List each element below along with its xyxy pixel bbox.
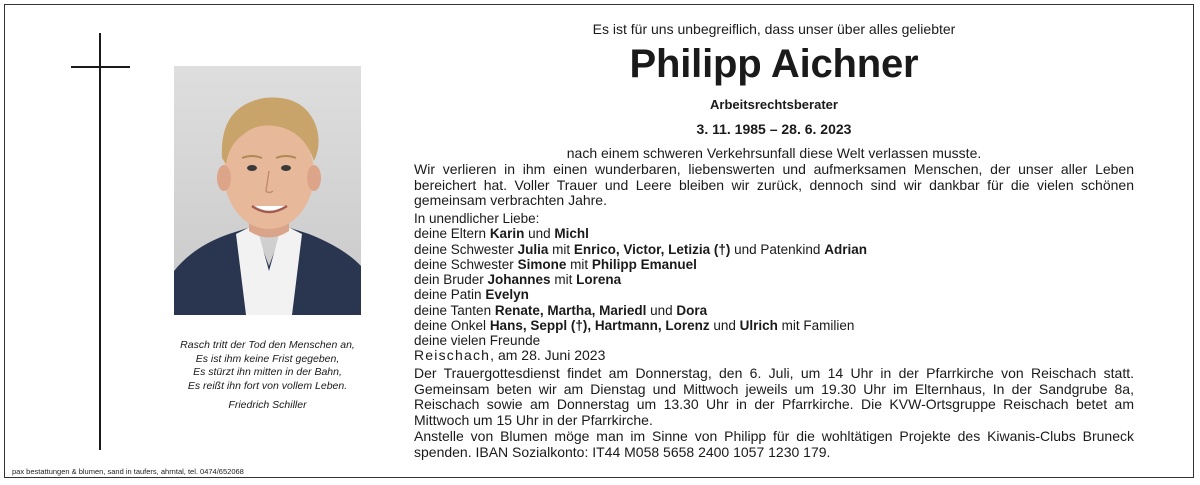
member-name: Karin bbox=[489, 226, 525, 242]
relation: deine Schwester bbox=[414, 256, 518, 272]
place-name: Reischach bbox=[414, 347, 491, 363]
portrait-photo bbox=[174, 66, 361, 315]
member-name: Michl bbox=[554, 226, 589, 242]
relation: deine vielen Freunde bbox=[414, 333, 541, 349]
poem-author: Friedrich Schiller bbox=[228, 399, 307, 411]
poem-line: Es ist ihm keine Frist gegeben, bbox=[195, 352, 340, 365]
connector: und bbox=[524, 226, 555, 242]
relation: deine Eltern bbox=[414, 226, 490, 242]
family-list bbox=[414, 211, 1134, 349]
poem bbox=[160, 339, 375, 413]
relation: deine Schwester bbox=[414, 241, 518, 257]
poem-line: Rasch tritt der Tod den Menschen an, bbox=[180, 339, 355, 351]
family-line bbox=[414, 272, 1134, 287]
connector: mit Familien bbox=[777, 318, 855, 334]
member-name: Julia bbox=[517, 241, 549, 257]
poem-line: Es reißt ihn fort von vollem Leben. bbox=[187, 379, 348, 392]
deceased-name: Philipp Aichner bbox=[629, 42, 919, 86]
family-line bbox=[414, 303, 1134, 318]
connector: mit bbox=[566, 256, 592, 272]
relation: dein Bruder bbox=[414, 272, 488, 288]
connector: und bbox=[709, 318, 740, 334]
family-line bbox=[414, 257, 1134, 272]
life-dates: 3. 11. 1985 – 28. 6. 2023 bbox=[696, 121, 852, 137]
member-name: Philipp Emanuel bbox=[591, 256, 697, 272]
connector: und bbox=[646, 302, 677, 318]
member-name: Dora bbox=[676, 302, 708, 318]
cross-icon-bar bbox=[71, 66, 130, 68]
family-line bbox=[414, 287, 1134, 302]
date-text: , am 28. Juni 2023 bbox=[490, 347, 606, 363]
member-name: Evelyn bbox=[485, 287, 529, 303]
member-name: Simone bbox=[517, 256, 567, 272]
family-line bbox=[414, 318, 1134, 333]
cross-icon bbox=[99, 33, 101, 450]
member-name: Renate, Martha, Mariedl bbox=[494, 302, 647, 318]
connector: und Patenkind bbox=[730, 241, 825, 257]
profession: Arbeitsrechtsberater bbox=[710, 97, 838, 112]
relation: deine Patin bbox=[414, 287, 486, 303]
member-name: Hans, Seppl (†), Hartmann, Lorenz bbox=[489, 318, 710, 334]
member-name: Lorena bbox=[576, 272, 622, 288]
funeral-home-footer: pax bestattungen & blumen, sand in taufers, ahrntal, tel. 0474/652068 bbox=[12, 467, 244, 476]
connector: mit bbox=[550, 272, 577, 288]
connector: mit bbox=[548, 241, 574, 257]
donation-paragraph: Anstelle von Blumen möge man im Sinne von Philipp für die wohltätigen Projekte des Kiwanis-Clubs Bruneck spenden. IBAN Sozialkonto: IT44 M058 5658 2400 1057 1230 179. bbox=[414, 428, 1134, 460]
family-intro: In unendlicher Liebe: bbox=[414, 211, 540, 226]
member-name: Johannes bbox=[487, 272, 551, 288]
family-line bbox=[414, 226, 1134, 241]
circumstance-line: nach einem schweren Verkehrsunfall diese Welt verlassen musste. bbox=[566, 145, 982, 161]
service-paragraph: Der Trauergottesdienst findet am Donnerstag, den 6. Juli, um 14 Uhr in der Pfarrkirche von Reischach statt. Gemeinsam beten wir am Dienstag und Mittwoch jeweils um 19.30 Uhr im Elternhaus, In der Sandgrube 8a, Reischach sowie am Donnerstag um 13.30 Uhr in der Pfarrkirche. Die KVW-Ortsgruppe Reischach betet am Mittwoch um 15 Uhr in der Pfarrkirche. bbox=[414, 365, 1134, 428]
family-line bbox=[414, 242, 1134, 257]
place-date bbox=[414, 347, 605, 363]
member-name: Adrian bbox=[824, 241, 867, 257]
member-name: Ulrich bbox=[739, 318, 778, 334]
relation: deine Onkel bbox=[414, 318, 490, 334]
tribute-paragraph: Wir verlieren in ihm einen wunderbaren, liebenswerten und aufmerksamen Menschen, der unser aller Leben bereichert hat. Voller Trauer und Leere bleiben wir zurück, dennoch sind wir dankbar für die vielen schönen gemeinsam verbrachten Jahre. bbox=[414, 161, 1134, 208]
intro-line: Es ist für uns unbegreiflich, dass unser über alles geliebter bbox=[592, 21, 956, 37]
relation: deine Tanten bbox=[414, 302, 495, 318]
poem-line: Es stürzt ihn mitten in der Bahn, bbox=[193, 366, 342, 378]
member-name: Enrico, Victor, Letizia (†) bbox=[573, 241, 731, 257]
